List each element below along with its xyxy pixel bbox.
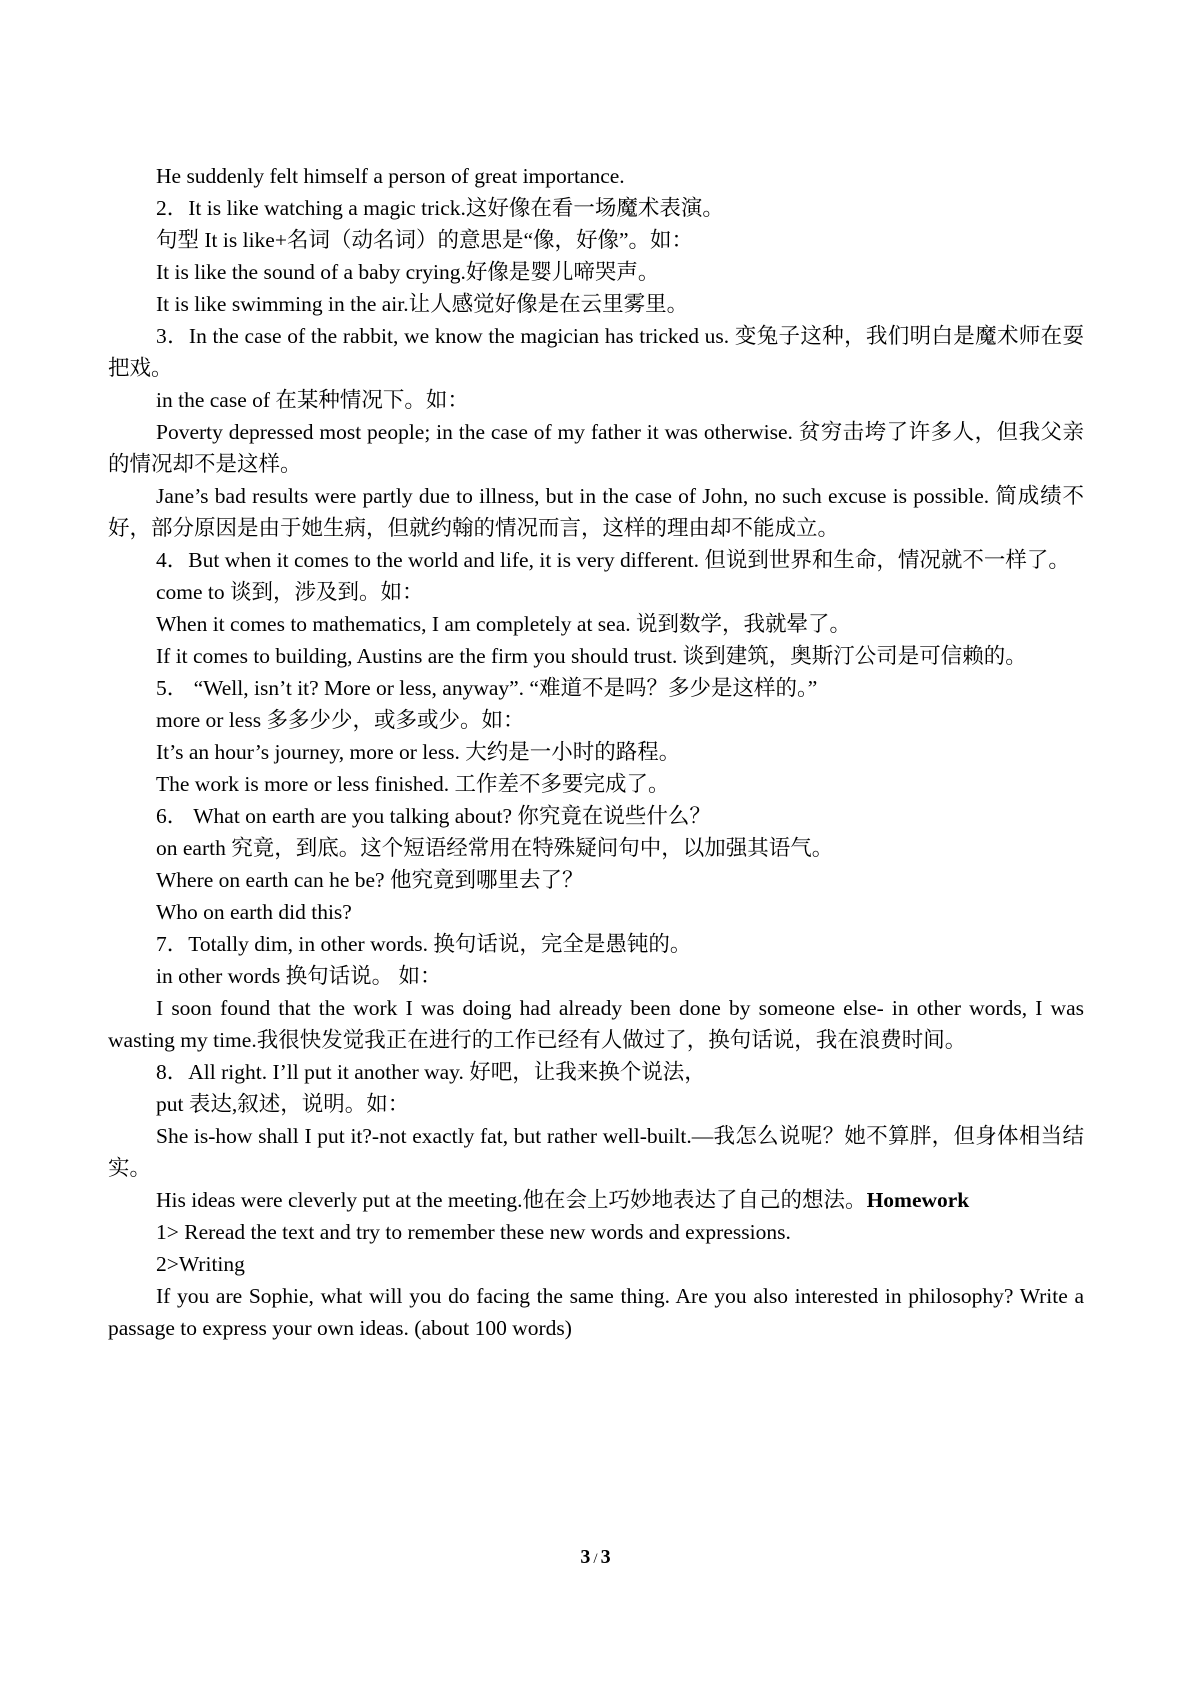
paragraph-19: on earth 究竟，到底。这个短语经常用在特殊疑问句中，以加强其语气。 [156, 836, 834, 860]
paragraph-22: 7．Totally dim, in other words. 换句话说，完全是愚钝的。 [156, 932, 692, 956]
paragraph-14: 5． “Well, isn’t it? More or less, anyway”. “难道不是吗？多少是这样的。” [156, 676, 818, 700]
total-pages-number: 3 [600, 1546, 611, 1568]
paragraph-8: Poverty depressed most people; in the case of my father it was otherwise. 贫穷击垮了许多人，但我父亲的情况却不是这样。 [108, 420, 1084, 476]
paragraph-18: 6． What on earth are you talking about? 你究竟在说些什么？ [156, 804, 711, 828]
paragraph-7: in the case of 在某种情况下。如： [156, 388, 469, 412]
paragraph-23: in other words 换句话说。 如： [156, 964, 442, 988]
homework-item-1: 1> Reread the text and try to remember these new words and expressions. [156, 1220, 791, 1244]
paragraph-20: Where on earth can he be? 他究竟到哪里去了？ [156, 868, 584, 892]
paragraph-24: I soon found that the work I was doing had already been done by someone else- in other words, I was wasting my time.我很快发觉我正在进行的工作已经有人做过了，换句话说，我在浪费时间。 [108, 996, 1084, 1052]
homework-heading: Homework [866, 1188, 970, 1212]
paragraph-15: more or less 多多少少，或多或少。如： [156, 708, 525, 732]
homework-item-2: 2>Writing [156, 1252, 245, 1276]
paragraph-3: 句型 It is like+名词（动名词）的意思是“像，好像”。如： [156, 228, 694, 252]
paragraph-16: It’s an hour’s journey, more or less. 大约是一小时的路程。 [156, 740, 681, 764]
paragraph-12: When it comes to mathematics, I am completely at sea. 说到数学，我就晕了。 [156, 612, 852, 636]
paragraph-meeting [108, 1184, 1084, 1216]
document-body [108, 160, 1084, 1344]
meeting-sentence: His ideas were cleverly put at the meeting.他在会上巧妙地表达了自己的想法。 [156, 1188, 867, 1212]
paragraph-17: The work is more or less finished. 工作差不多要完成了。 [156, 772, 670, 796]
paragraph-11: come to 谈到，涉及到。如： [156, 580, 424, 604]
page-footer [0, 1546, 1191, 1569]
homework-item-3: If you are Sophie, what will you do facing the same thing. Are you also interested in philosophy? Write a passage to express your own ideas. (about 100 words) [108, 1284, 1084, 1340]
paragraph-5: It is like swimming in the air.让人感觉好像是在云里雾里。 [156, 292, 689, 316]
paragraph-26: put 表达,叙述，说明。如： [156, 1092, 410, 1116]
page-separator: / [593, 1551, 598, 1567]
paragraph-4: It is like the sound of a baby crying.好像是婴儿啼哭声。 [156, 260, 660, 284]
paragraph-6: 3．In the case of the rabbit, we know the magician has tricked us. 变兔子这种，我们明白是魔术师在耍把戏。 [108, 324, 1084, 380]
paragraph-21: Who on earth did this? [156, 900, 352, 924]
paragraph-27: She is-how shall I put it?-not exactly fat, but rather well-built.—我怎么说呢？她不算胖，但身体相当结实。 [108, 1124, 1084, 1180]
paragraph-9: Jane’s bad results were partly due to illness, but in the case of John, no such excuse is possible. 简成绩不好，部分原因是由于她生病，但就约翰的情况而言，这样的理由却不能成立。 [108, 484, 1084, 540]
paragraph-13: If it comes to building, Austins are the firm you should trust. 谈到建筑，奥斯汀公司是可信赖的。 [156, 644, 1027, 668]
paragraph-2: 2．It is like watching a magic trick.这好像在看一场魔术表演。 [156, 196, 724, 220]
paragraph-1: He suddenly felt himself a person of great importance. [156, 164, 625, 188]
current-page-number: 3 [580, 1546, 591, 1568]
paragraph-25: 8．All right. I’ll put it another way. 好吧，让我来换个说法， [156, 1060, 706, 1084]
paragraph-10: 4．But when it comes to the world and life, it is very different. 但说到世界和生命，情况就不一样了。 [156, 548, 1070, 572]
